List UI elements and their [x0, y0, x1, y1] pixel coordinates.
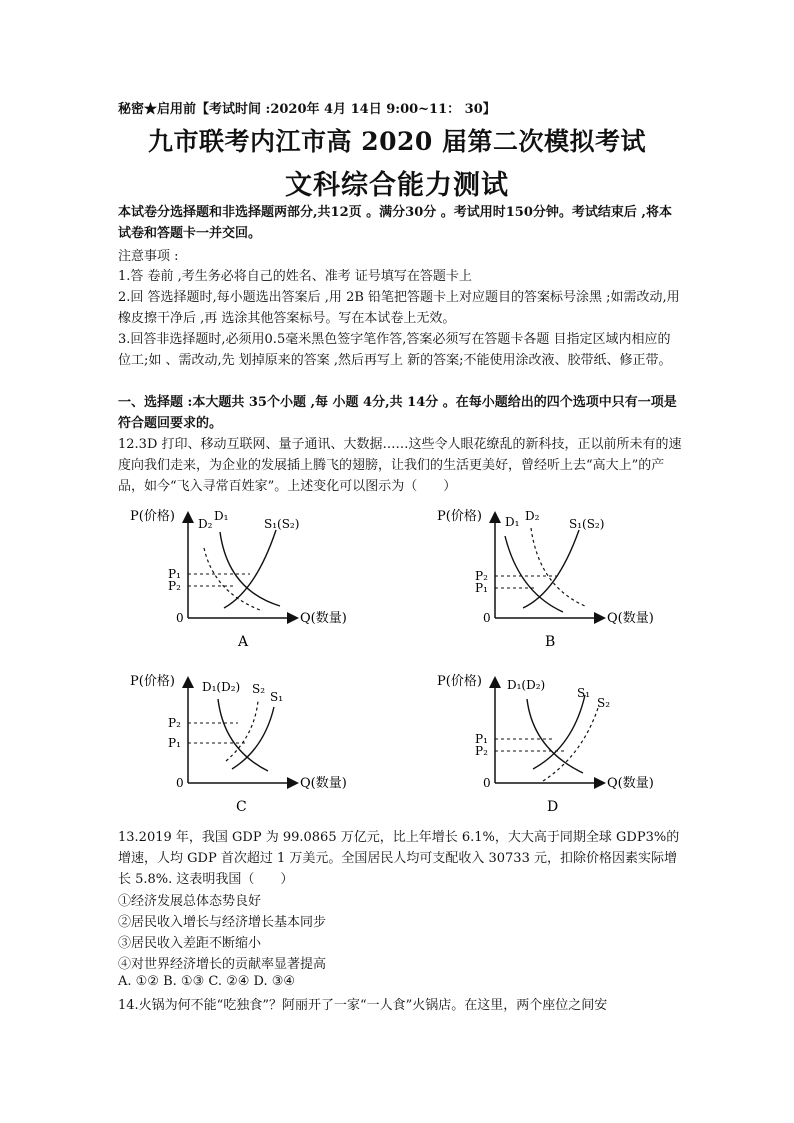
q13-option-3: ③居民收入差距不断缩小 [118, 936, 262, 951]
graph-b [435, 500, 675, 664]
demand-curve-d1d2 [527, 699, 583, 773]
origin-label: 0 [483, 776, 491, 790]
notice-item-2: 2.回 答选择题时,每小题选出答案后 ,用 2B 铅笔把答题卡上对应题目的答案标号涂黑 ;如需改动,用 橡皮擦干净后 ,再 选涂其他答案标号。写在本试卷上无效。 [118, 290, 680, 326]
curve-label-s1: S₁ [270, 690, 284, 704]
graph-d [435, 665, 675, 829]
intro-text: 本试卷分选择题和非选择题两部分,共12页 。满分30分 。考试用时150分钟。考试结束后 ,将本试卷和答题卡一并交回。 [118, 205, 672, 241]
price-label-p1: P₁ [168, 736, 181, 750]
x-axis-label: Q(数量) [607, 611, 654, 626]
curve-label-d1d2: D₁(D₂) [507, 678, 546, 692]
price-label-p2: P₂ [168, 579, 181, 593]
q13-option-4: ④对世界经济增长的贡献率显著提高 [118, 957, 327, 972]
q13-option-1: ①经济发展总体态势良好 [118, 894, 262, 909]
curve-label-d2: D₂ [198, 517, 213, 531]
q13-option-2: ②居民收入增长与经济增长基本同步 [118, 915, 327, 930]
exam-subtitle: 文科综合能力测试 [285, 170, 509, 201]
y-axis-label: P(价格) [437, 509, 482, 524]
curve-label-s2: S₂ [252, 682, 266, 696]
price-label-p2: P₂ [475, 569, 488, 583]
graph-c [128, 665, 368, 829]
price-label-p2: P₂ [168, 716, 181, 730]
curve-label-s2: S₂ [597, 696, 611, 710]
graph-letter: B [545, 634, 556, 650]
x-axis-label: Q(数量) [607, 776, 654, 791]
curve-label-d1: D₁ [505, 515, 520, 529]
graph-a [128, 500, 368, 664]
curve-label-s1: S₁ [577, 686, 591, 700]
origin-label: 0 [176, 611, 184, 625]
notice-item-3: 3.回答非选择题时,必须用0.5毫米黑色签字笔作答,答案必须写在答题卡各题 目指定区域内相应的位工;如 、需改动,先 划掉原来的答案 ,然后再写上 新的答案;不能使用涂改液、胶带纸、修正带。 [118, 332, 672, 368]
demand-curve-d2 [204, 548, 260, 610]
supply-curve-s1 [232, 707, 274, 769]
exam-title: 九市联考内江市高 2020 届第二次模拟考试 [148, 127, 646, 156]
q13-answers: A. ①② B. ①③ C. ②④ D. ③④ [118, 974, 296, 989]
y-axis-label: P(价格) [130, 674, 175, 689]
graph-letter: A [238, 634, 249, 650]
question-12: 12.3D 打印、移动互联网、量子通讯、大数据……这些令人眼花缭乱的新科技，正以前所未有的速度向我们走来，为企业的发展插上腾飞的翅膀，让我们的生活更美好，曾经听上去“高大上”的产品，如今“飞入寻常百姓家”。上述变化可以图示为（ ） [118, 437, 682, 494]
curve-label-d1: D₁ [214, 509, 229, 523]
price-label-p1: P₁ [475, 581, 488, 595]
curve-label-s1s2: S₁(S₂) [569, 517, 605, 531]
y-axis-label: P(价格) [437, 674, 482, 689]
question-13: 13.2019 年，我国 GDP 为 99.0865 万亿元，比上年增长 6.1%，大大高于同期全球 GDP3%的增速，人均 GDP 首次超过 1 万美元。全国居民人均可支配收入 30733 元，扣除价格因素实际增长 5.8%. 这表明我国（ ） [118, 830, 680, 887]
x-axis-label: Q(数量) [300, 776, 347, 791]
curve-label-s1s2: S₁(S₂) [264, 517, 300, 531]
x-axis-label: Q(数量) [300, 611, 347, 626]
supply-curve-s2 [543, 705, 599, 781]
demand-curve-d2 [531, 528, 585, 606]
price-label-p1: P₁ [168, 567, 181, 581]
question-14: 14.火锅为何不能“吃独食”？阿丽开了一家“一人食”火锅店。在这里，两个座位之间安 [118, 998, 608, 1013]
price-label-p1: P₁ [475, 732, 488, 746]
notice-item-1: 1.答 卷前 ,考生务必将自己的姓名、准考 证号填写在答题卡上 [118, 269, 472, 284]
curve-label-d2: D₂ [525, 509, 540, 523]
confidential-header: 秘密★启用前【考试时间 :2020年 4月 14日 9:00~11： 30】 [118, 102, 496, 117]
y-axis-label: P(价格) [130, 509, 175, 524]
curve-label-d1d2: D₁(D₂) [202, 680, 241, 694]
notice-heading: 注意事项 : [118, 249, 179, 264]
graph-letter: C [236, 799, 247, 815]
supply-curve-s1 [523, 530, 579, 608]
graph-letter: D [547, 799, 559, 815]
price-label-p2: P₂ [475, 744, 488, 758]
section-heading: 一、选择题 :本大题共 35个小题 ,每 小题 4分,共 14分 。在每小题给出的四个选项中只有一项是符合题回要求的。 [118, 395, 677, 431]
origin-label: 0 [176, 776, 184, 790]
origin-label: 0 [483, 611, 491, 625]
